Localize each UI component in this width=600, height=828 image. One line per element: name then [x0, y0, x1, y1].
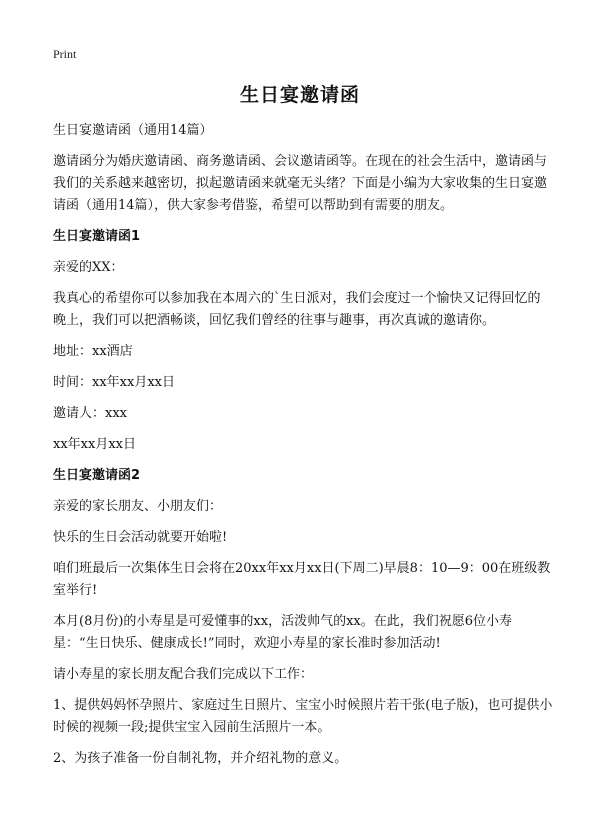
section1-body: 我真心的希望你可以参加我在本周六的`生日派对，我们会度过一个愉快又记得回忆的晚上，我们可以把酒畅谈，回忆我们曾经的往事与趣事，再次真诚的邀请你。 — [53, 291, 541, 328]
section2-line1: 快乐的生日会活动就要开始啦! — [53, 530, 228, 545]
subtitle: 生日宴邀请函（通用14篇） — [53, 123, 213, 138]
section-heading-2: 生日宴邀请函2 — [53, 468, 141, 483]
section1-address: 地址：xx酒店 — [53, 344, 133, 359]
section1-greeting: 亲爱的XX： — [53, 260, 124, 275]
section1-time: 时间：xx年xx月xx日 — [53, 375, 175, 390]
section2-line2: 咱们班最后一次集体生日会将在20xx年xx月xx日(下周二)早晨8：10—9：00在班级教室举行! — [53, 561, 551, 598]
section2-line6: 2、为孩子准备一份自制礼物，并介绍礼物的意义。 — [53, 751, 348, 766]
intro-paragraph: 邀请函分为婚庆邀请函、商务邀请函、会议邀请函等。在现在的社会生活中，邀请函与我们的关系越来越密切，拟起邀请函来就毫无头绪？下面是小编为大家收集的生日宴邀请函（通用14篇），供大家参考借鉴，希望可以帮助到有需要的朋友。 — [53, 154, 548, 213]
section2-line4: 请小寿星的家长朋友配合我们完成以下工作： — [53, 667, 314, 682]
page-title: 生日宴邀请函 — [239, 84, 360, 106]
print-label: Print — [53, 47, 77, 61]
document-body — [53, 120, 553, 779]
section1-inviter: 邀请人：xxx — [53, 406, 127, 421]
section-heading-1: 生日宴邀请函1 — [53, 229, 141, 244]
section2-line5: 1、提供妈妈怀孕照片、家庭过生日照片、宝宝小时候照片若干张(电子版)，也可提供小时候的视频一段;提供宝宝入园前生活照片一本。 — [53, 698, 553, 735]
section2-greeting: 亲爱的家长朋友、小朋友们： — [53, 499, 223, 514]
section1-date: xx年xx月xx日 — [53, 437, 136, 452]
section2-line3: 本月(8月份)的小寿星是可爱懂事的xx，活泼帅气的xx。在此，我们祝愿6位小寿星：“生日快乐、健康成长!”同时，欢迎小寿星的家长准时参加活动! — [53, 614, 513, 651]
